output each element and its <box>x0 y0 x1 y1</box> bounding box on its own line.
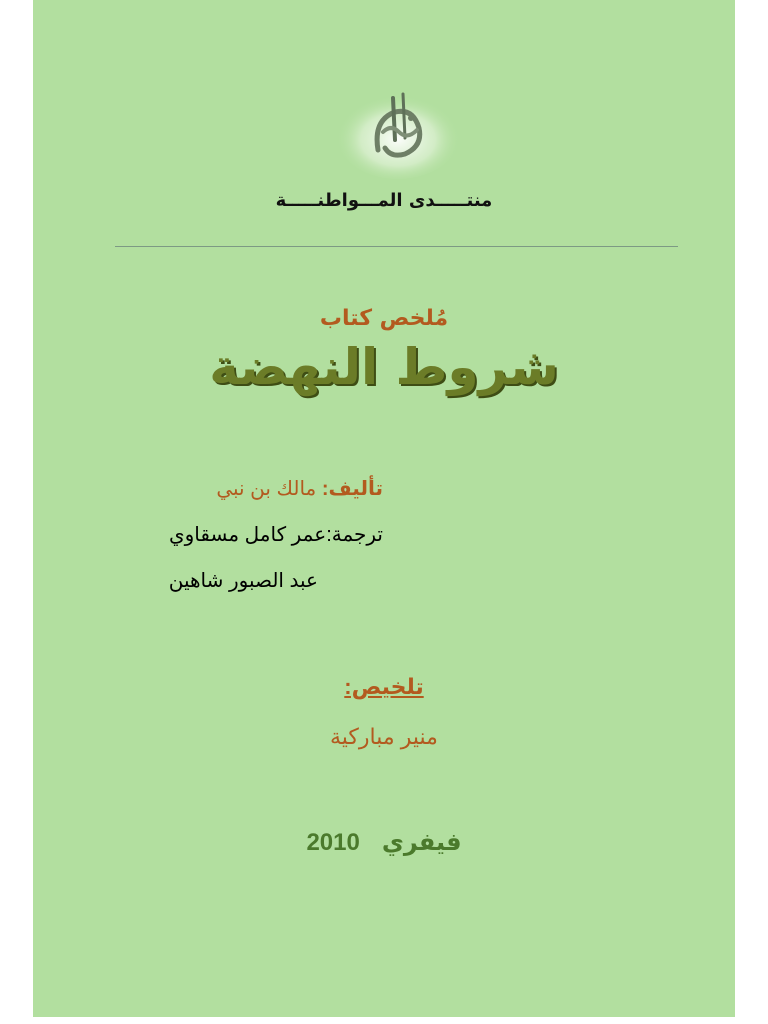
translation-line <box>169 522 383 547</box>
translator-1-name: عمر كامل مسقاوي <box>168 524 327 546</box>
summary-label <box>33 674 735 700</box>
date-year: 2010 <box>306 829 360 856</box>
author-line <box>216 476 383 501</box>
author-label: تأليف: <box>321 478 383 500</box>
header-divider <box>115 246 678 247</box>
translator-2-line <box>169 568 318 593</box>
translator-2-name: عبد الصبور شاهين <box>168 570 318 592</box>
forum-name: منتـــــدى المـــواطنـــــة <box>275 190 493 211</box>
summary-label-text: تلخيص: <box>344 674 424 699</box>
date-month: فيفري <box>381 829 462 856</box>
book-summary-subtitle: مُلخص كتاب <box>319 306 449 331</box>
author-name: مالك بن نبي <box>216 478 317 500</box>
document-page <box>33 0 735 1017</box>
forum-logo-emblem <box>333 80 463 180</box>
book-title: شروط النهضة <box>209 338 559 396</box>
translation-label: ترجمة: <box>326 524 383 546</box>
summarizer-name: منير مباركية <box>330 724 438 749</box>
publication-date <box>33 828 735 857</box>
